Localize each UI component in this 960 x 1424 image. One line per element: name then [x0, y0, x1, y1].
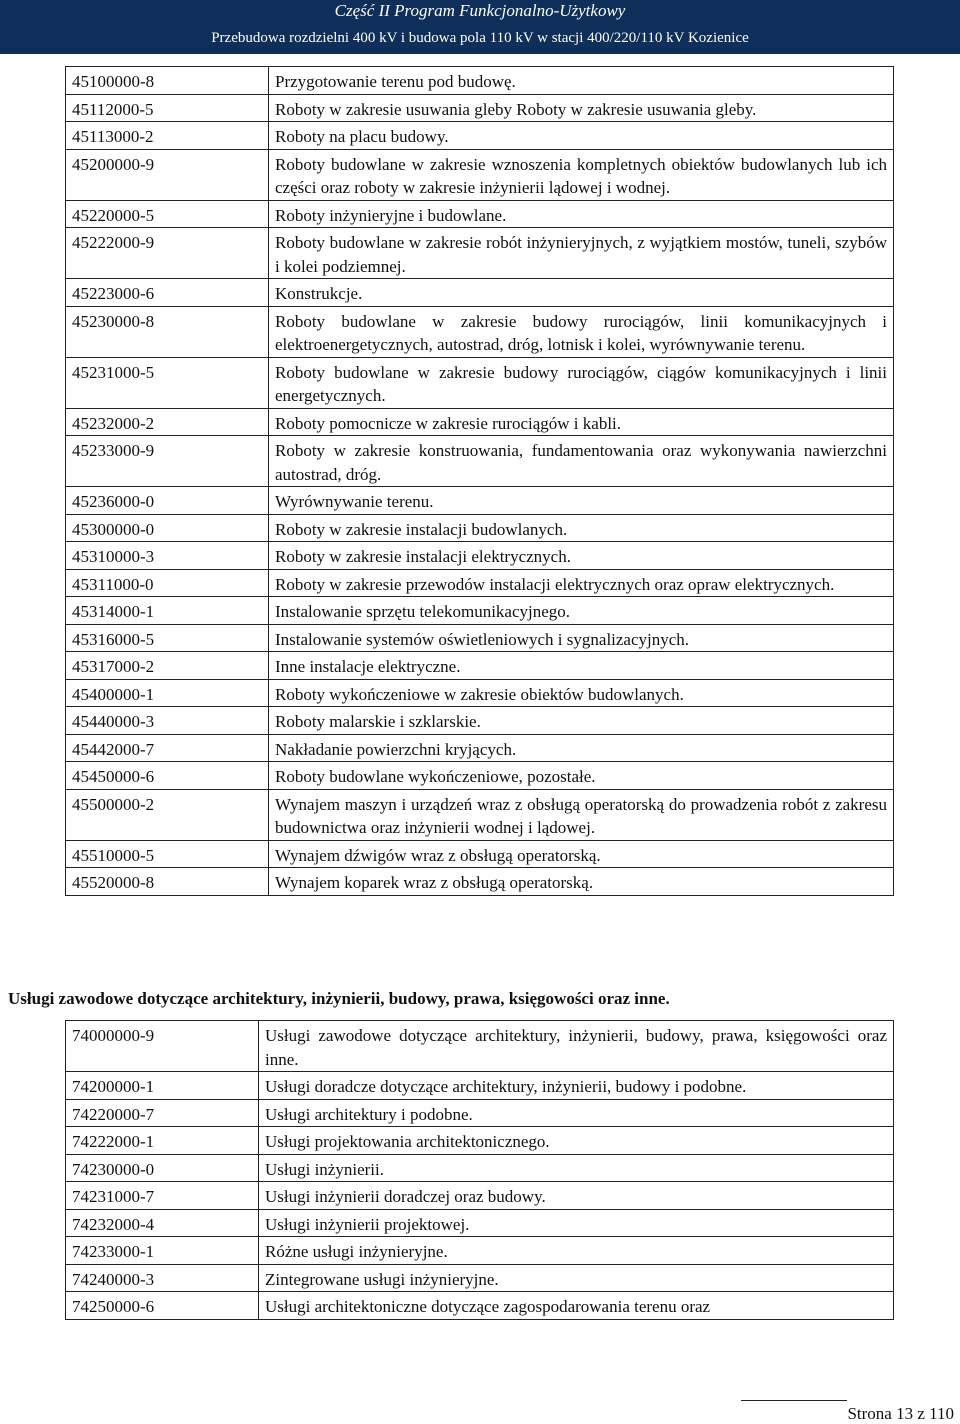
table-row [66, 1209, 894, 1237]
cpv-code: 45317000-2 [66, 652, 269, 680]
cpv-code: 45113000-2 [66, 122, 269, 150]
cpv-description: Konstrukcje. [269, 279, 894, 307]
cpv-code: 74000000-9 [66, 1021, 259, 1072]
cpv-description: Usługi doradcze dotyczące architektury, inżynierii, budowy i podobne. [259, 1072, 894, 1100]
cpv-description: Roboty pomocnicze w zakresie rurociągów i kabli. [269, 408, 894, 436]
cpv-description: Roboty budowlane w zakresie wznoszenia kompletnych obiektów budowlanych lub ich części oraz roboty w zakresie inżynierii lądowej i wodnej. [269, 149, 894, 200]
cpv-description: Usługi inżynierii doradczej oraz budowy. [259, 1182, 894, 1210]
cpv-description: Roboty w zakresie przewodów instalacji elektrycznych oraz opraw elektrycznych. [269, 569, 894, 597]
cpv-description: Zintegrowane usługi inżynieryjne. [259, 1264, 894, 1292]
cpv-code: 45311000-0 [66, 569, 269, 597]
footer-rule [741, 1400, 847, 1401]
cpv-description: Usługi architektury i podobne. [259, 1099, 894, 1127]
table-row [66, 1237, 894, 1265]
table-row [66, 1099, 894, 1127]
table-row [66, 1182, 894, 1210]
cpv-code: 45100000-8 [66, 67, 269, 95]
table-row [66, 228, 894, 279]
table-row [66, 487, 894, 515]
table-row [66, 357, 894, 408]
cpv-code: 45236000-0 [66, 487, 269, 515]
table-row [66, 868, 894, 896]
table-row [66, 67, 894, 95]
cpv-description: Wynajem maszyn i urządzeń wraz z obsługą operatorską do prowadzenia robót z zakresu budownictwa oraz inżynierii wodnej i lądowej. [269, 789, 894, 840]
table-row [66, 762, 894, 790]
document-title: Część II Program Funkcjonalno-Użytkowy [334, 1, 626, 20]
cpv-description: Usługi architektoniczne dotyczące zagospodarowania terenu oraz [259, 1292, 894, 1320]
page-number [847, 1404, 954, 1424]
table-row [66, 734, 894, 762]
cpv-description: Przygotowanie terenu pod budowę. [269, 67, 894, 95]
table-row [66, 306, 894, 357]
table-row [66, 1127, 894, 1155]
table-row [66, 1292, 894, 1320]
cpv-description: Roboty inżynieryjne i budowlane. [269, 200, 894, 228]
cpv-description: Usługi inżynierii. [259, 1154, 894, 1182]
cpv-codes-table-services [65, 1020, 894, 1320]
cpv-code: 45450000-6 [66, 762, 269, 790]
cpv-code: 45314000-1 [66, 597, 269, 625]
cpv-description: Wynajem dźwigów wraz z obsługą operatorską. [269, 840, 894, 868]
cpv-description: Roboty budowlane w zakresie budowy rurociągów, linii komunikacyjnych i elektroenergetycznych, autostrad, dróg, lotnisk i kolei, wyrównywanie terenu. [269, 306, 894, 357]
table-row [66, 149, 894, 200]
cpv-code: 45500000-2 [66, 789, 269, 840]
cpv-code: 45232000-2 [66, 408, 269, 436]
cpv-code: 45200000-9 [66, 149, 269, 200]
cpv-description: Roboty budowlane wykończeniowe, pozostałe. [269, 762, 894, 790]
table-row [66, 200, 894, 228]
table-row [66, 122, 894, 150]
table-row [66, 1264, 894, 1292]
table-row [66, 840, 894, 868]
table-row [66, 679, 894, 707]
cpv-description: Instalowanie sprzętu telekomunikacyjnego. [269, 597, 894, 625]
cpv-code: 74220000-7 [66, 1099, 259, 1127]
cpv-code: 45222000-9 [66, 228, 269, 279]
cpv-description: Usługi inżynierii projektowej. [259, 1209, 894, 1237]
cpv-description: Inne instalacje elektryczne. [269, 652, 894, 680]
cpv-description: Roboty budowlane w zakresie budowy rurociągów, ciągów komunikacyjnych i linii energetycznych. [269, 357, 894, 408]
cpv-description: Roboty budowlane w zakresie robót inżynieryjnych, z wyjątkiem mostów, tuneli, szybów i kolei podziemnej. [269, 228, 894, 279]
cpv-description: Różne usługi inżynieryjne. [259, 1237, 894, 1265]
cpv-code: 45440000-3 [66, 707, 269, 735]
cpv-description: Roboty wykończeniowe w zakresie obiektów budowlanych. [269, 679, 894, 707]
cpv-code: 45300000-0 [66, 514, 269, 542]
cpv-code: 45316000-5 [66, 624, 269, 652]
cpv-code: 45400000-1 [66, 679, 269, 707]
cpv-code: 45112000-5 [66, 94, 269, 122]
cpv-code: 45223000-6 [66, 279, 269, 307]
page-header [0, 0, 960, 54]
cpv-code: 45220000-5 [66, 200, 269, 228]
cpv-code: 45233000-9 [66, 436, 269, 487]
cpv-description: Instalowanie systemów oświetleniowych i sygnalizacyjnych. [269, 624, 894, 652]
table-row [66, 279, 894, 307]
cpv-code: 45310000-3 [66, 542, 269, 570]
table-row [66, 597, 894, 625]
cpv-code: 45510000-5 [66, 840, 269, 868]
table-row [66, 624, 894, 652]
cpv-description: Roboty w zakresie instalacji elektrycznych. [269, 542, 894, 570]
cpv-code: 74233000-1 [66, 1237, 259, 1265]
cpv-description: Wyrównywanie terenu. [269, 487, 894, 515]
cpv-code: 74231000-7 [66, 1182, 259, 1210]
table-row [66, 436, 894, 487]
table-row [66, 652, 894, 680]
cpv-description: Usługi projektowania architektonicznego. [259, 1127, 894, 1155]
cpv-code: 74222000-1 [66, 1127, 259, 1155]
table-row [66, 1021, 894, 1072]
table-row [66, 514, 894, 542]
table-row [66, 408, 894, 436]
cpv-description: Usługi zawodowe dotyczące architektury, inżynierii, budowy, prawa, księgowości oraz inne. [259, 1021, 894, 1072]
cpv-description: Wynajem koparek wraz z obsługą operatorską. [269, 868, 894, 896]
table-row [66, 789, 894, 840]
cpv-code: 74232000-4 [66, 1209, 259, 1237]
cpv-description: Roboty malarskie i szklarskie. [269, 707, 894, 735]
table-row [66, 1072, 894, 1100]
cpv-code: 74230000-0 [66, 1154, 259, 1182]
table-row [66, 707, 894, 735]
cpv-description: Roboty w zakresie konstruowania, fundamentowania oraz wykonywania nawierzchni autostrad, dróg. [269, 436, 894, 487]
page-number-text: Strona 13 z 110 [847, 1404, 954, 1423]
section-heading: Usługi zawodowe dotyczące architektury, inżynierii, budowy, prawa, księgowości oraz inne. [8, 989, 670, 1008]
cpv-description: Nakładanie powierzchni kryjących. [269, 734, 894, 762]
cpv-code: 45442000-7 [66, 734, 269, 762]
table-row [66, 542, 894, 570]
cpv-description: Roboty w zakresie usuwania gleby Roboty w zakresie usuwania gleby. [269, 94, 894, 122]
table-row [66, 1154, 894, 1182]
cpv-description: Roboty na placu budowy. [269, 122, 894, 150]
document-subtitle: Przebudowa rozdzielni 400 kV i budowa pola 110 kV w stacji 400/220/110 kV Kozienice [211, 30, 749, 46]
cpv-code: 74240000-3 [66, 1264, 259, 1292]
cpv-code: 45231000-5 [66, 357, 269, 408]
cpv-code: 45520000-8 [66, 868, 269, 896]
table-row [66, 569, 894, 597]
cpv-codes-table-construction [65, 66, 894, 896]
cpv-code: 45230000-8 [66, 306, 269, 357]
cpv-code: 74250000-6 [66, 1292, 259, 1320]
cpv-code: 74200000-1 [66, 1072, 259, 1100]
cpv-description: Roboty w zakresie instalacji budowlanych. [269, 514, 894, 542]
table-row [66, 94, 894, 122]
